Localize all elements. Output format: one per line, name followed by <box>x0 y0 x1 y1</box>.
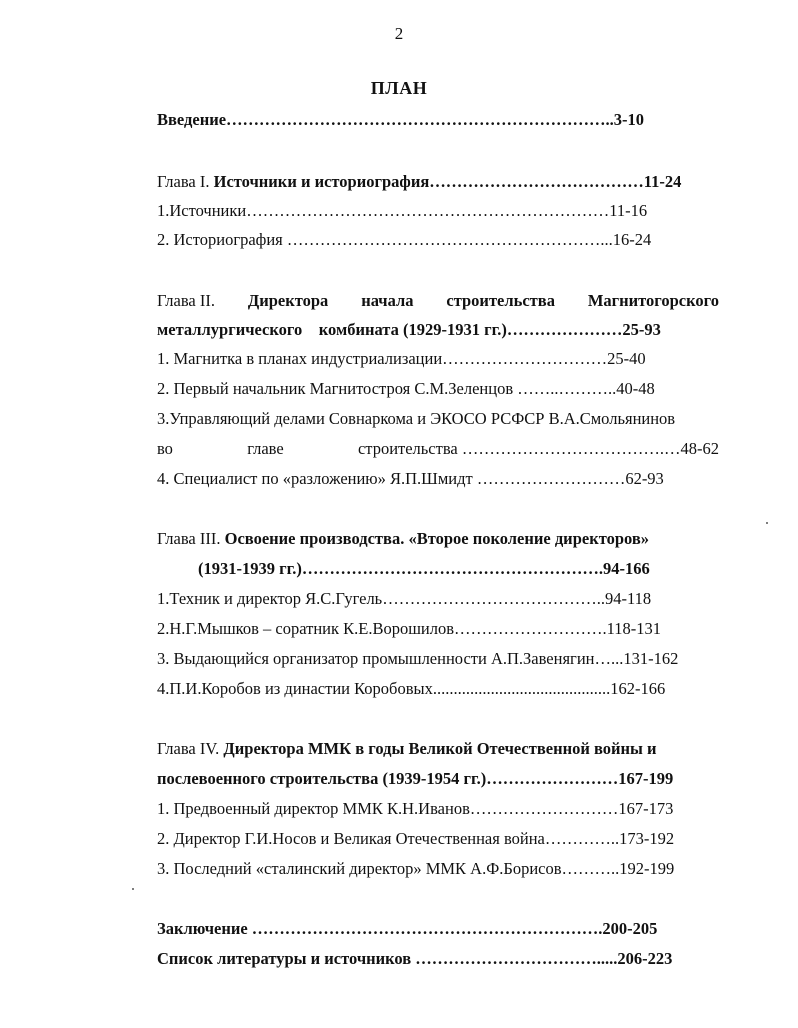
item-word: строительства ……………………………….…48-62 <box>357 439 719 458</box>
chapter-2-heading-word: Магнитогорского <box>587 291 719 310</box>
plan-title: ПЛАН <box>370 78 428 98</box>
toc-item: 3.Управляющий делами Совнаркома и ЭКОСО РСФСР В.А.Смольянинов <box>157 409 676 428</box>
chapter-2-heading-word: начала <box>361 291 414 310</box>
item-word: главе <box>247 439 284 458</box>
toc-item: 1. Магнитка в планах индустриализации…………………………25-40 <box>157 349 646 368</box>
toc-item: 2. Первый начальник Магнитостроя С.М.Зеленцов ……..………..40-48 <box>157 379 655 398</box>
chapter-4-heading-cont: послевоенного строительства (1939-1954 гг.)……………………167-199 <box>157 769 674 788</box>
toc-chapter-1 <box>157 171 719 193</box>
chapter-2-heading-cont: металлургического комбината (1929-1931 гг.)…………………25-93 <box>157 320 661 339</box>
toc-item: 3. Выдающийся организатор промышленности А.П.Завенягин…...131-162 <box>157 649 679 668</box>
chapter-4-prefix: Глава IV. <box>157 739 224 758</box>
toc-item: 1. Предвоенный директор ММК К.Н.Иванов………………………167-173 <box>157 799 674 818</box>
chapter-1-heading: Источники и историография…………………………………11-24 <box>213 172 682 191</box>
toc-item: 1.Техник и директор Я.С.Гугель…………………………………..94-118 <box>157 589 652 608</box>
toc-item: 2. Директор Г.И.Носов и Великая Отечественная война…………..173-192 <box>157 829 675 848</box>
toc-item: 2.Н.Г.Мышков – соратник К.Е.Ворошилов……………………….118-131 <box>157 619 662 638</box>
toc-introduction: Введение……………………………………………………………..3-10 <box>157 110 645 129</box>
chapter-2-prefix: Глава II. <box>157 291 215 310</box>
chapter-2-heading-word: Директора <box>247 291 329 310</box>
scan-speck <box>132 888 134 890</box>
chapter-4-heading: Директора ММК в годы Великой Отечественной войны и <box>223 739 657 758</box>
chapter-1-prefix: Глава I. <box>157 172 214 191</box>
toc-item-cont <box>157 438 719 460</box>
toc-item: 4. Специалист по «разложению» Я.П.Шмидт ………………………62-93 <box>157 469 664 488</box>
chapter-2-heading-word: строительства <box>446 291 555 310</box>
page-number: 2 <box>394 24 404 43</box>
toc-chapter-3 <box>157 528 719 550</box>
scan-speck <box>766 522 768 524</box>
toc-item: 2. Историография …………………………………………………...16-24 <box>157 230 652 249</box>
chapter-3-heading-cont: (1931-1939 гг.)……………………………………………….94-166 <box>198 559 650 578</box>
toc-item: 3. Последний «сталинский директор» ММК А.Ф.Борисов………..192-199 <box>157 859 675 878</box>
chapter-3-prefix: Глава III. <box>157 529 225 548</box>
toc-bibliography: Список литературы и источников …………………………….....206-223 <box>157 949 673 968</box>
toc-chapter-4 <box>157 738 719 760</box>
toc-chapter-2 <box>157 290 719 312</box>
item-word: во <box>157 439 173 458</box>
chapter-3-heading: Освоение производства. «Второе поколение директоров» <box>224 529 650 548</box>
toc-item: 1.Источники…………………………………………………………11-16 <box>157 201 648 220</box>
toc-item: 4.П.И.Коробов из династии Коробовых...........................................162-166 <box>157 679 666 698</box>
toc-conclusion: Заключение ……………………………………………………….200-205 <box>157 919 658 938</box>
